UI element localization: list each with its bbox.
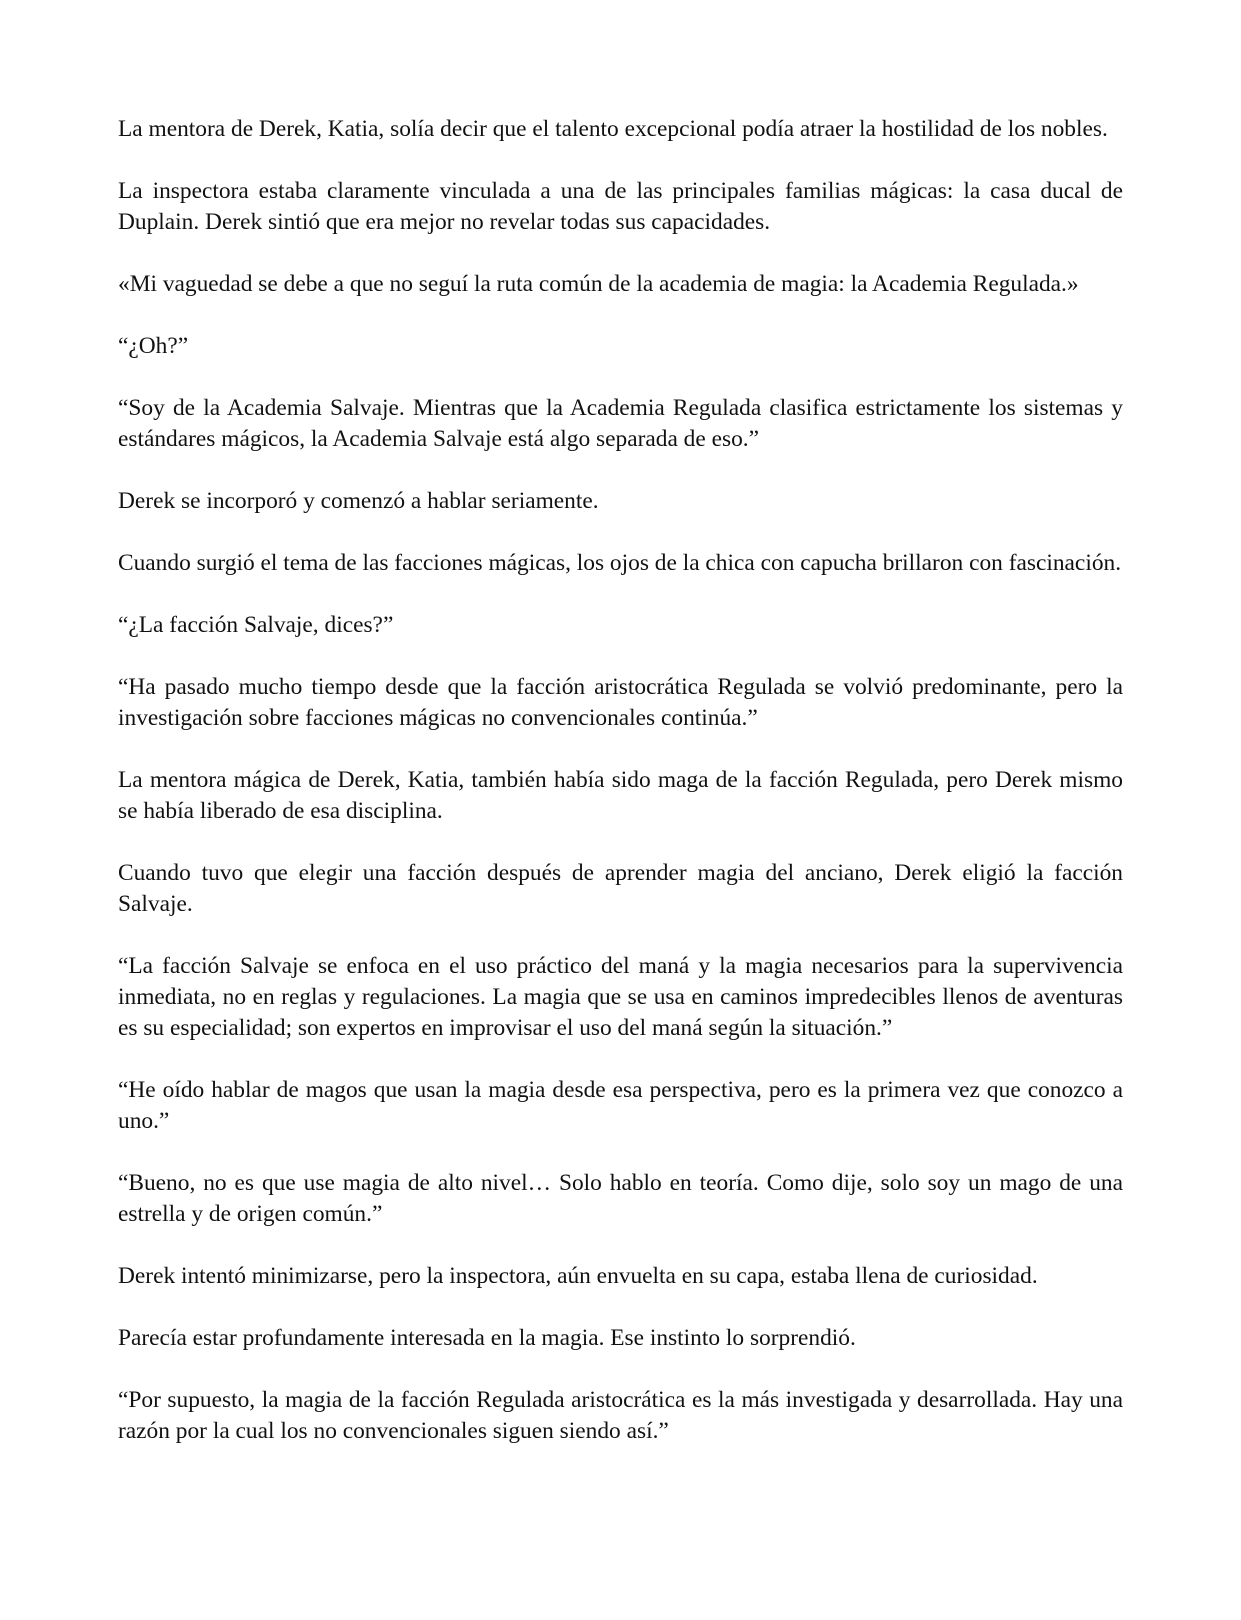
paragraph: Cuando tuvo que elegir una facción después de aprender magia del anciano, Derek eligió la facción Salvaje. [118,860,1123,917]
paragraph: “Bueno, no es que use magia de alto nivel… Solo hablo en teoría. Como dije, solo soy un mago de una estrella y de origen común.” [118,1170,1123,1227]
paragraph: La mentora de Derek, Katia, solía decir que el talento excepcional podía atraer la hostilidad de los nobles. [118,116,1108,142]
paragraph: “¿Oh?” [118,333,189,359]
paragraph: “Por supuesto, la magia de la facción Regulada aristocrática es la más investigada y desarrollada. Hay una razón por la cual los no convencionales siguen siendo así.” [118,1387,1123,1444]
paragraph: “¿La facción Salvaje, dices?” [118,612,394,638]
paragraph: Parecía estar profundamente interesada en la magia. Ese instinto lo sorprendió. [118,1325,856,1351]
paragraph: Cuando surgió el tema de las facciones mágicas, los ojos de la chica con capucha brillaron con fascinación. [118,550,1122,576]
document-page [118,114,1123,1478]
paragraph: La mentora mágica de Derek, Katia, también había sido maga de la facción Regulada, pero Derek mismo se había liberado de esa disciplina. [118,767,1123,824]
paragraph: “He oído hablar de magos que usan la magia desde esa perspectiva, pero es la primera vez que conozco a uno.” [118,1077,1123,1134]
paragraph: “La facción Salvaje se enfoca en el uso práctico del maná y la magia necesarios para la supervivencia inmediata, no en reglas y regulaciones. La magia que se usa en caminos impredecibles llenos de aventuras es su especialidad; son expertos en improvisar el uso del maná según la situación.” [118,953,1123,1041]
paragraph: “Soy de la Academia Salvaje. Mientras que la Academia Regulada clasifica estrictamente los sistemas y estándares mágicos, la Academia Salvaje está algo separada de eso.” [118,395,1123,452]
paragraph: Derek intentó minimizarse, pero la inspectora, aún envuelta en su capa, estaba llena de curiosidad. [118,1263,1038,1289]
paragraph: «Mi vaguedad se debe a que no seguí la ruta común de la academia de magia: la Academia Regulada.» [118,271,1079,297]
paragraph: “Ha pasado mucho tiempo desde que la facción aristocrática Regulada se volvió predominante, pero la investigación sobre facciones mágicas no convencionales continúa.” [118,674,1123,731]
paragraph: La inspectora estaba claramente vinculada a una de las principales familias mágicas: la casa ducal de Duplain. Derek sintió que era mejor no revelar todas sus capacidades. [118,178,1123,235]
paragraph: Derek se incorporó y comenzó a hablar seriamente. [118,488,599,514]
